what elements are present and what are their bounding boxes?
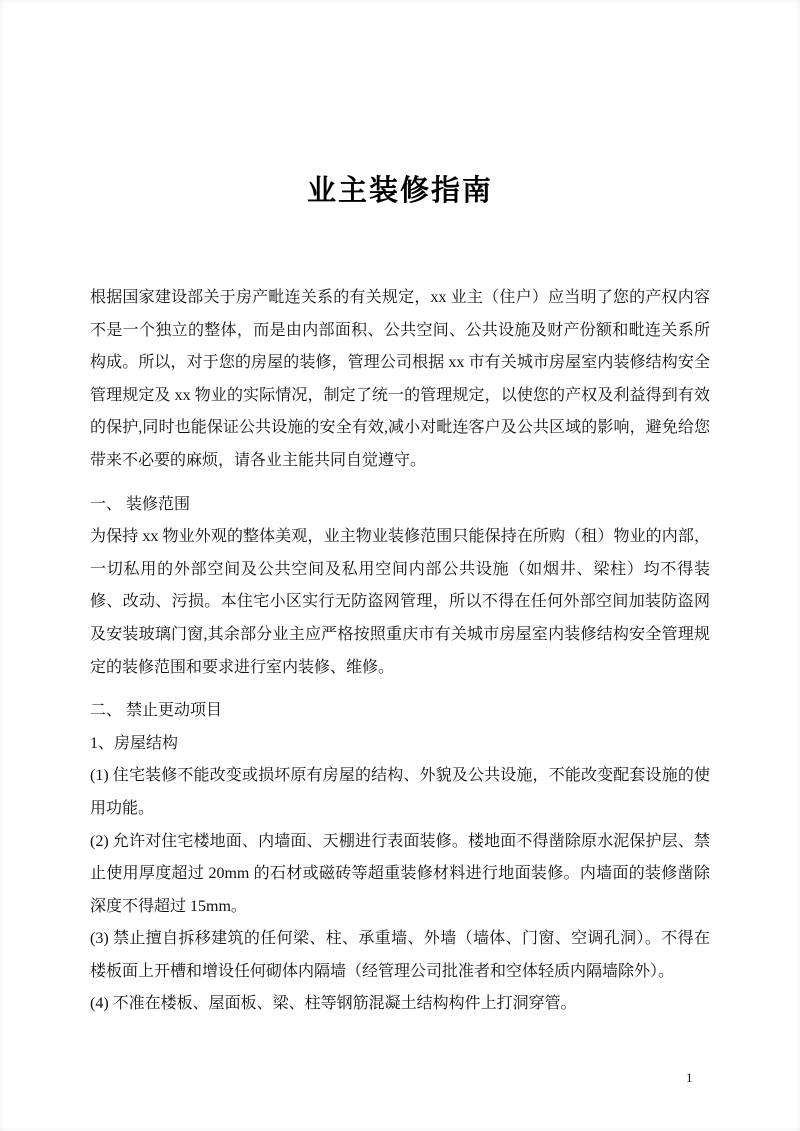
intro-paragraph: 根据国家建设部关于房产毗连关系的有关规定，xx 业主（住户）应当明了您的产权内容不是一个独立的整体，而是由内部面积、公共空间、公共设施及财产份额和毗连关系所构成。所以，对于您的房屋的装修，管理公司根据 xx 市有关城市房屋室内装修结构安全管理规定及 xx 物业的实际情况，制定了统一的管理规定，以使您的产权及利益得到有效的保护,同时也能保证公共设施的安全有效,减小对毗连客户及公共区域的影响，避免给您带来不必要的麻烦，请各业主能共同自觉遵守。	[90, 289, 710, 469]
rule-item-1: (1) 住宅装修不能改变或损坏原有房屋的结构、外貌及公共设施，不能改变配套设施的使用功能。	[90, 767, 710, 817]
section-2-subheading: 1、房屋结构	[90, 734, 179, 752]
rule-item-3: (3) 禁止擅自拆移建筑的任何梁、柱、承重墙、外墙（墙体、门窗、空调孔洞）。不得在楼板面上开槽和增设任何砌体内隔墙（经管理公司批准者和空体轻质内隔墙除外）。	[90, 930, 710, 980]
section-renovation-scope	[90, 489, 710, 685]
document-title: 业主装修指南	[306, 175, 493, 207]
section-1-body: 为保持 xx 物业外观的整体美观，业主物业装修范围只能保持在所购（租）物业的内部，一切私用的外部空间及公共空间及私用空间内部公共设施（如烟井、梁柱）均不得装修、改动、污损。本住宅小区实行无防盗网管理，所以不得在任何外部空间加装防盗网及安装玻璃门窗,其余部分业主应严格按照重庆市有关城市房屋室内装修结构安全管理规定的装修范围和要求进行室内装修、维修。	[90, 528, 710, 676]
rule-item-4: (4) 不准在楼板、屋面板、梁、柱等钢筋混凝土结构构件上打洞穿管。	[90, 995, 577, 1013]
section-prohibited-changes	[90, 695, 710, 1021]
rule-item-2: (2) 允许对住宅楼地面、内墙面、天棚进行表面装修。楼地面不得凿除原水泥保护层、禁止使用厚度超过 20mm 的石材或磁砖等超重装修材料进行地面装修。内墙面的装修凿除深度不得超过 15mm。	[90, 832, 710, 915]
page-number: 1	[686, 1070, 693, 1085]
section-1-heading: 一、 装修范围	[90, 495, 191, 513]
section-2-heading: 二、 禁止更动项目	[90, 702, 223, 720]
